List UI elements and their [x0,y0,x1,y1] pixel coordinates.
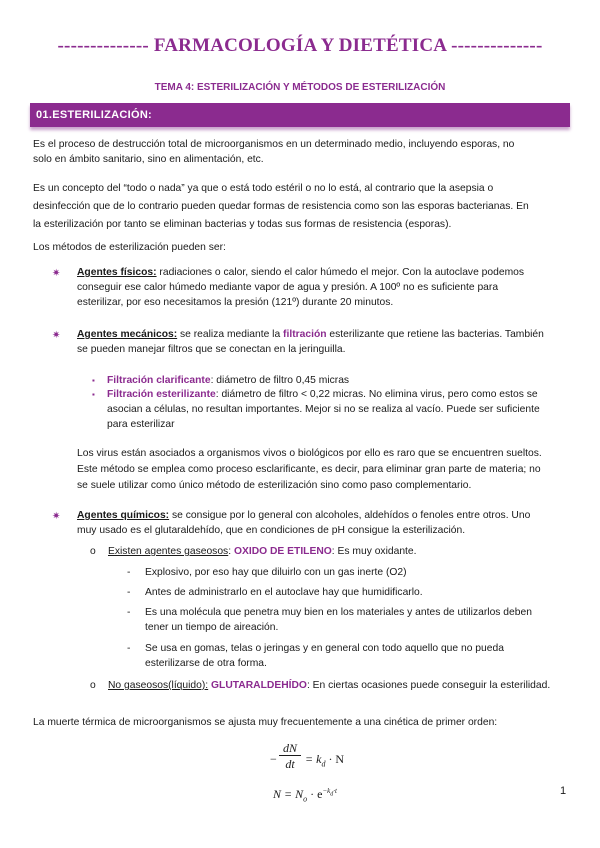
dash-bullet-icon: - [127,607,131,618]
intro-paragraph-2 [33,181,568,232]
formula-exponent-subscript: d [330,791,334,798]
formula-exponent: −k [322,787,331,795]
text-span: : diámetro de filtro < 0,22 micras. No elimina virus, pero como estos se [215,389,538,400]
text-line: Es una molécula que penetra muy bien en los materiales y antes de utilizarlos deben [145,607,532,618]
text-line: la esterilización por tanto se eliminan bacterias y todas sus formas de resistencia (esporas). [33,219,452,230]
page-number: 1 [560,785,567,797]
gaseous-agents-label: Existen agentes gaseosos [108,546,229,557]
text-span: : [228,546,234,557]
gas-detail-3 [145,605,565,635]
virus-paragraph [77,446,567,493]
square-bullet-icon: ▪ [92,390,95,399]
text-line: Se usa en gomas, telas o jeringas y en general con todo aquello que no pueda [145,643,504,654]
text-line: tener un tiempo de aireación. [145,622,279,633]
formula-lhs: N = N [273,787,304,801]
star-bullet-icon: ✷ [52,330,61,341]
fraction-denominator: dt [285,757,295,771]
text-line: para esterilizar [107,419,175,430]
square-bullet-icon: ▪ [92,376,95,385]
star-bullet-icon: ✷ [52,268,61,279]
clarifying-filtration-item [107,373,567,388]
kinetics-paragraph: La muerte térmica de microorganismos se ajusta muy frecuentemente a una cinética de primer orden: [33,717,498,728]
fraction-numerator: dN [279,742,301,756]
formula-subscript: o [303,794,308,804]
text-span: se realiza mediante la [177,329,284,340]
chemical-agents-item [77,508,567,538]
mechanical-agents-label: Agentes mecánicos: [77,329,178,340]
text-span: se consigue por lo general con alcoholes, aldehídos o fenoles entre otros. Uno [169,510,531,521]
formula-rhs: = k [305,752,322,766]
glutaraldehyde-highlight: GLUTARALDEHÍDO [208,680,307,691]
formula-exp-base: · e [307,787,323,801]
text-span: : Es muy oxidante. [331,546,417,557]
gaseous-agents-item [108,544,568,559]
text-line: Este método se emplea como proceso esclarificante, es decir, para eliminar gran parte de materia; no [77,464,541,475]
physical-agents-label: Agentes físicos: [77,267,157,278]
intro-paragraph-3: Los métodos de esterilización pueden ser: [33,242,226,253]
sterilizing-filtration-item [107,387,567,432]
mechanical-agents-item [77,327,567,357]
dash-bullet-icon: - [127,643,131,654]
text-span: radiaciones o calor, siendo el calor húmedo el mejor. Con la autoclave podemos [156,267,525,278]
minus-sign: − [270,752,277,766]
clarifying-filtration-label: Filtración clarificante [107,375,211,386]
gas-detail-4 [145,641,565,671]
document-title: -------------- FARMACOLOGÍA Y DIETÉTICA -------------- [57,35,543,56]
star-bullet-icon: ✷ [52,511,61,522]
sterilizing-filtration-label: Filtración esterilizante [107,389,216,400]
dash-bullet-icon: - [127,587,131,598]
text-line: Es un concepto del “todo o nada” ya que o está todo estéril o no lo está, al contrario que la asepsia o [33,183,494,194]
text-span: : En ciertas ocasiones puede conseguir la esterilidad. [306,680,551,691]
gas-detail-2: Antes de administrarlo en el autoclave hay que humidificarlo. [145,587,423,598]
formula-tail: · N [325,752,345,766]
text-span: : diámetro de filtro 0,45 micras [210,375,350,386]
circle-bullet-icon: o [90,546,96,557]
ethylene-oxide-highlight: OXIDO DE ETILENO [233,546,332,557]
non-gaseous-agents-item [108,678,568,693]
physical-agents-item [77,265,567,310]
circle-bullet-icon: o [90,680,96,691]
section-heading: 01.ESTERILIZACIÓN: [30,103,570,127]
topic-subtitle: TEMA 4: ESTERILIZACIÓN Y MÉTODOS DE ESTERILIZACIÓN [154,82,446,93]
filtration-highlight: filtración [283,329,327,340]
dash-bullet-icon: - [127,567,131,578]
intro-paragraph-1 [33,137,568,167]
text-line: Es el proceso de destrucción total de microorganismos en un determinado medio, incluyendo esporas, no [33,139,515,150]
formula-subscript: d [321,759,326,769]
non-gaseous-label: No gaseosos(líquido): [108,680,209,691]
text-line: Los virus están asociados a organismos vivos o biológicos por ello es raro que se encuentren sueltos. [77,448,542,459]
text-line: solo en ámbito sanitario, sino en alimentación, etc. [33,154,264,165]
text-span: esterilizante que retiene las bacterias. También [326,329,544,340]
text-line: se suele utilizar como único método de esterilización sino como paso complementario. [77,480,472,491]
formula-exponent-tail: ·t [333,787,337,795]
chemical-agents-label: Agentes químicos: [77,510,170,521]
text-line: desinfección que de lo contrario pueden quedar formas de resistencia como son las esporas bacterianas. En [33,201,529,212]
text-line: conseguir ese calor húmedo mediante vapor de agua y presión. A 100º no es suficiente para [77,282,499,293]
text-line: se pueden manejar filtros que se conectan en la jeringuilla. [77,344,346,355]
text-line: esterilizar, por eso necesitamos la presión (121º) durante 20 minutos. [77,297,394,308]
gas-detail-1: Explosivo, por eso hay que diluirlo con un gas inerte (O2) [145,567,407,578]
text-line: asocian a células, no resultan importantes. Mejor si no se realiza al vacío. Puede ser suficiente [107,404,540,415]
text-line: muy usado es el glutaraldehído, que en condiciones de pH consigue la esterilización. [77,525,466,536]
formula-solution [273,784,337,806]
text-line: esterilizarse de otra forma. [145,658,267,669]
